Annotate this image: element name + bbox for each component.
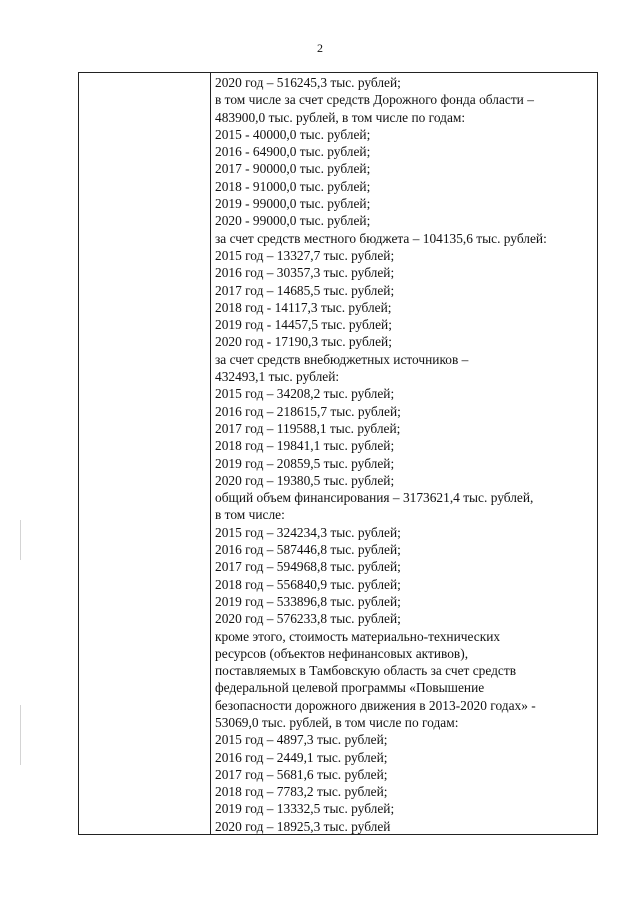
financing-line: за счет средств местного бюджета – 104135,6 тыс. рублей: xyxy=(215,230,547,246)
scan-artifact-line xyxy=(20,520,21,560)
financing-line: 2017 год – 14685,5 тыс. рублей; xyxy=(215,282,395,298)
financing-line: 2015 год – 324234,3 тыс. рублей; xyxy=(215,524,401,540)
financing-table xyxy=(78,72,598,835)
financing-line: безопасности дорожного движения в 2013-2020 годах» - xyxy=(215,697,536,713)
financing-line: 2018 год – 19841,1 тыс. рублей; xyxy=(215,438,395,454)
financing-line: 2020 год – 18925,3 тыс. рублей xyxy=(215,818,391,834)
financing-line: 483900,0 тыс. рублей, в том числе по годам: xyxy=(215,109,466,125)
financing-line: 2017 - 90000,0 тыс. рублей; xyxy=(215,161,371,177)
financing-line: 432493,1 тыс. рублей: xyxy=(215,369,340,385)
scan-artifact-line xyxy=(20,705,21,765)
financing-line: 2019 год – 533896,8 тыс. рублей; xyxy=(215,593,401,609)
financing-line: кроме этого, стоимость материально-технических xyxy=(215,628,501,644)
financing-line: 2020 год – 576233,8 тыс. рублей; xyxy=(215,611,401,627)
financing-line: 2016 год – 2449,1 тыс. рублей; xyxy=(215,749,388,765)
column-divider xyxy=(210,73,211,834)
financing-line: 2016 год – 218615,7 тыс. рублей; xyxy=(215,403,401,419)
financing-line: поставляемых в Тамбовскую область за счет средств xyxy=(215,663,517,679)
financing-line: за счет средств внебюджетных источников – xyxy=(215,351,469,367)
financing-line: 2019 год - 14457,5 тыс. рублей; xyxy=(215,317,392,333)
financing-line: 2018 год – 7783,2 тыс. рублей; xyxy=(215,784,388,800)
financing-line: 2020 год - 17190,3 тыс. рублей; xyxy=(215,334,392,350)
financing-line: 2018 - 91000,0 тыс. рублей; xyxy=(215,178,371,194)
financing-line: 2015 год – 13327,7 тыс. рублей; xyxy=(215,247,395,263)
financing-line: 2016 год – 30357,3 тыс. рублей; xyxy=(215,265,395,281)
financing-line: 2019 - 99000,0 тыс. рублей; xyxy=(215,196,371,212)
financing-line: 2015 год – 4897,3 тыс. рублей; xyxy=(215,732,388,748)
financing-line: 2016 - 64900,0 тыс. рублей; xyxy=(215,144,371,160)
page-number: 2 xyxy=(317,41,323,55)
financing-line: 2016 год – 587446,8 тыс. рублей; xyxy=(215,542,401,558)
financing-line: 2017 год – 594968,8 тыс. рублей; xyxy=(215,559,401,575)
financing-line: 2020 - 99000,0 тыс. рублей; xyxy=(215,213,371,229)
financing-line: в том числе за счет средств Дорожного фонда области – xyxy=(215,92,534,108)
financing-line: федеральной целевой программы «Повышение xyxy=(215,680,485,696)
financing-line: 2017 год – 5681,6 тыс. рублей; xyxy=(215,766,388,782)
financing-line: 2015 год – 34208,2 тыс. рублей; xyxy=(215,386,395,402)
financing-line: 2017 год – 119588,1 тыс. рублей; xyxy=(215,420,401,436)
financing-line: в том числе: xyxy=(215,507,285,523)
financing-line: 2020 год – 19380,5 тыс. рублей; xyxy=(215,472,395,488)
financing-line: 2018 год - 14117,3 тыс. рублей; xyxy=(215,299,392,315)
financing-line: 2018 год – 556840,9 тыс. рублей; xyxy=(215,576,401,592)
financing-line: 2019 год – 13332,5 тыс. рублей; xyxy=(215,801,395,817)
financing-line: 2015 - 40000,0 тыс. рублей; xyxy=(215,126,371,142)
financing-text-cell xyxy=(215,73,595,835)
financing-line: 53069,0 тыс. рублей, в том числе по годам: xyxy=(215,714,459,730)
financing-line: 2020 год – 516245,3 тыс. рублей; xyxy=(215,75,401,90)
financing-line: 2019 год – 20859,5 тыс. рублей; xyxy=(215,455,395,471)
financing-line: ресурсов (объектов нефинансовых активов), xyxy=(215,645,469,661)
financing-line: общий объем финансирования – 3173621,4 тыс. рублей, xyxy=(215,490,534,506)
